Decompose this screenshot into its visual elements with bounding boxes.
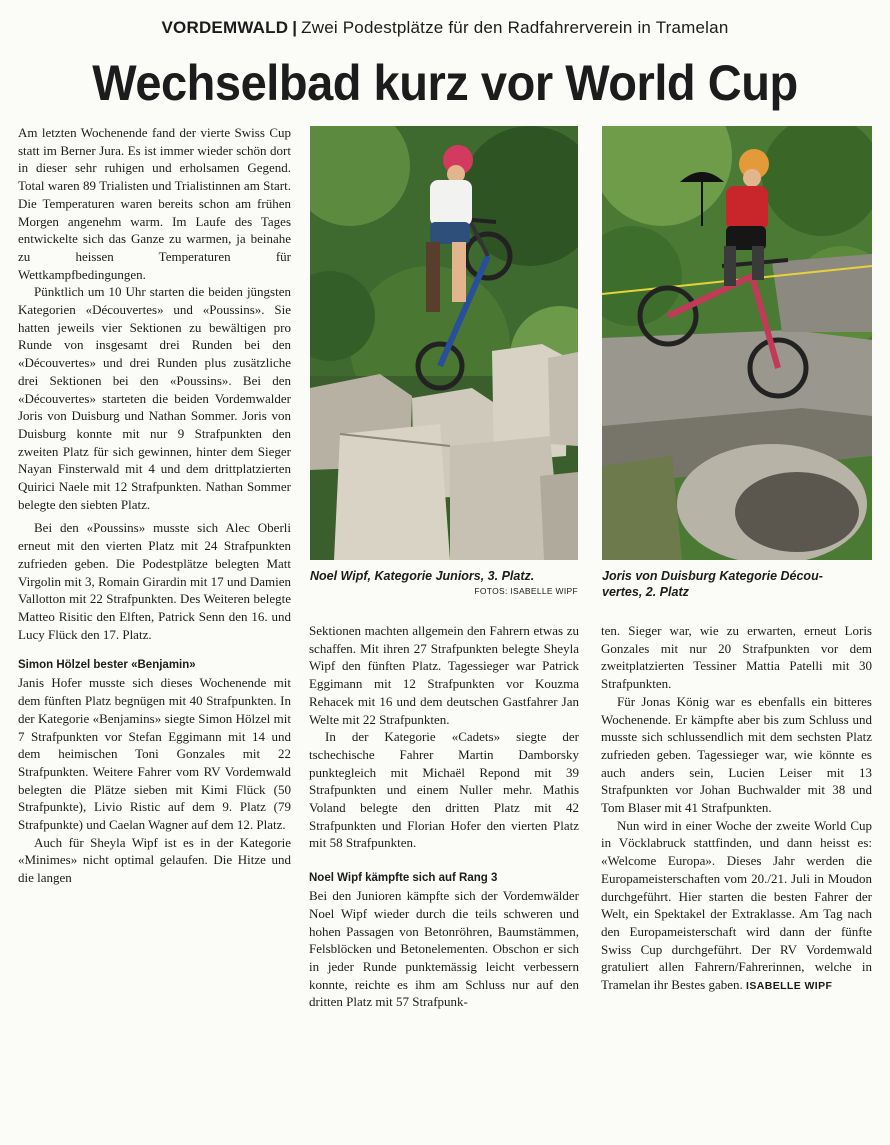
col1-paragraph-3: Bei den «Poussins» musste sich Alec Oberli erneut mit den vierten Platz mit 24 Strafpunkten zufrieden geben. Die Podestplätze belegten Matt Virgolin mit 3, Romain Girardin mit 17 und Damien Vallotton mit 22 Strafpunkten. Des Weiteren belegte Matteo Risitic den Elften, Patrick Senn den 16. und Lucy Flück den 17. Platz. xyxy=(18,520,291,642)
kicker xyxy=(0,18,890,38)
subhead-noel-wipf: Noel Wipf kämpfte sich auf Rang 3 xyxy=(309,872,498,885)
article-column-1 xyxy=(18,124,291,887)
col3-paragraph-1: ten. Sieger war, wie zu erwarten, erneut Loris Gonzales mit nur 20 Strafpunkten vor dem zweitplatzierten Tessiner Mattia Patelli mit 30 Strafpunkten. xyxy=(601,623,872,692)
col3-paragraph-3-text: Nun wird in einer Woche der zweite World Cup in Vöcklabruck stattfinden, und dann heisst es: «Welcome Europa». Dieses Jahr werden die Europameisterschaften vom 20./21. Juli in Moudon durchgeführt. Hier starten die besten Fahrer der Welt, ein Spektakel der Extraklasse. Am Tag nach den Europameisterschaft wird dann der fünfte Swiss Cup durchgeführt. Der RV Vordemwald gratuliert allen Fahrern/Fahrerinnen, welche in Tramelan ihr Bestes gaben. xyxy=(601,817,872,993)
photo-noel-wipf xyxy=(310,126,578,560)
kicker-separator: | xyxy=(292,18,298,37)
col1-paragraph-1: Am letzten Wochenende fand der vierte Swiss Cup statt im Berner Jura. Es ist immer wieder schön dort in dieser sehr ruhigen und erholsamen Gegend. Total waren 89 Trialisten und Trialistinnen am Start. Die Temperaturen waren bereits schon am frühen Morgen angenehm warm. Im Laufe des Tages entwickelte sich das Ganze zu warmen, ja beinahe zu heissen Temperaturen für Wettkampfbedingungen. xyxy=(18,125,291,282)
col1-paragraph-5: Auch für Sheyla Wipf ist es in der Kategorie «Minimes» nicht optimal gelaufen. Die Hitze und die langen xyxy=(18,834,291,886)
col2-paragraph-3: Bei den Junioren kämpfte sich der Vordemwälder Noel Wipf wieder durch die teils schweren und hohen Passagen von Betonröhren, Baumstämmen, Felsblöcken und Betonelementen. Obschon er sich in jeder Runde punktemässig leicht verbessern konnte, reichte es ihm am Schluss nur auf den dritten Platz mit 57 Strafpunk- xyxy=(309,888,579,1010)
article-column-3 xyxy=(601,622,872,996)
col1-paragraph-4: Janis Hofer musste sich dieses Wochenende mit dem fünften Platz begnügen mit 40 Strafpunkten. In der Kategorie «Benjamins» siegte Simon Hölzel mit 7 Strafpunkten vor Stefan Eggimann mit 14 und dem heimischen Toni Gonzales mit 22 Strafpunkten. Weitere Fahrer vom RV Vordemwald belegten die Plätze sieben mit Kimi Flück (50 Strafpunkte), Livio Ristic auf dem 9. Platz (79 Strafpunkte) und Caelan Wagner auf dem 12. Platz. xyxy=(18,675,291,833)
caption-right-line1: Joris von Duisburg Kategorie Décou- xyxy=(602,569,823,583)
photo-credit: FOTOS: ISABELLE WIPF xyxy=(474,586,578,596)
col3-paragraph-3 xyxy=(601,817,872,996)
col2-paragraph-2: In der Kategorie «Cadets» siegte der tschechische Fahrer Martin Damborsky punktegleich mit Michaël Repond mit 39 Strafpunkten und einem Nuller mehr. Mathis Voland belegte den dritten Platz mit 42 Strafpunkten und Florian Hofer den vierten Platz mit 58 Strafpunkten. xyxy=(309,729,579,851)
article-column-2 xyxy=(309,622,579,1011)
location-label: VORDEMWALD xyxy=(161,18,289,37)
col1-paragraph-2: Pünktlich um 10 Uhr starten die beiden jüngsten Kategorien «Découvertes» und «Poussins». Sie hatten jeweils vier Sektionen zu bewältigen pro Runde von insgesamt drei Runden bei den «Découvertes» und drei Runden plus zusätzliche drei Sektionen bei den «Poussins». Bei den «Découvertes» starteten die beiden Vordemwalder Joris von Duisburg und Nathan Sommer. Joris von Duisburg konnte mit nur 9 Strafpunkten den zweiten Platz für sich gewinnen, hinter dem Sieger Nayan Finsterwald mit 4 und dem drittplatzierten Quirici Naele mit 12 Strafpunkten. Nathan Sommer belegte den siebten Platz. xyxy=(18,284,291,512)
photo-joris-von-duisburg xyxy=(602,126,872,560)
author-signature: ISABELLE WIPF xyxy=(746,980,833,993)
caption-right-line2: vertes, 2. Platz xyxy=(602,585,689,599)
caption-right xyxy=(602,568,882,600)
headline: Wechselbad kurz vor World Cup xyxy=(92,55,798,111)
col2-paragraph-1: Sektionen machten allgemein den Fahrern etwas zu schaffen. Mit ihren 27 Strafpunkten belegte Sheyla Wipf den fünften Platz. Tagessieger war Patrick Eggimann mit 12 Strafpunkten vor Kouzma Rehacek mit 16 und dem deutschen Gastfahrer Jan Welte mit 22 Strafpunkten. xyxy=(309,623,579,727)
kicker-subtitle: Zwei Podestplätze für den Radfahrerverein in Tramelan xyxy=(301,18,729,37)
caption-left: Noel Wipf, Kategorie Juniors, 3. Platz. xyxy=(310,569,535,583)
subhead-simon-hoelzel: Simon Hölzel bester «Benjamin» xyxy=(18,659,196,672)
col3-paragraph-2: Für Jonas König war es ebenfalls ein bitteres Wochenende. Er kämpfte aber bis zum Schluss und musste sich schlussendlich mit dem sechsten Platz zufrieden geben. Tagessieger war, wie könnte es auch anders sein, Lucien Leiser mit 13 Strafpunkten vor Johan Buchwalder mit 38 und Tom Blaser mit 41 Strafpunkten. xyxy=(601,693,872,816)
